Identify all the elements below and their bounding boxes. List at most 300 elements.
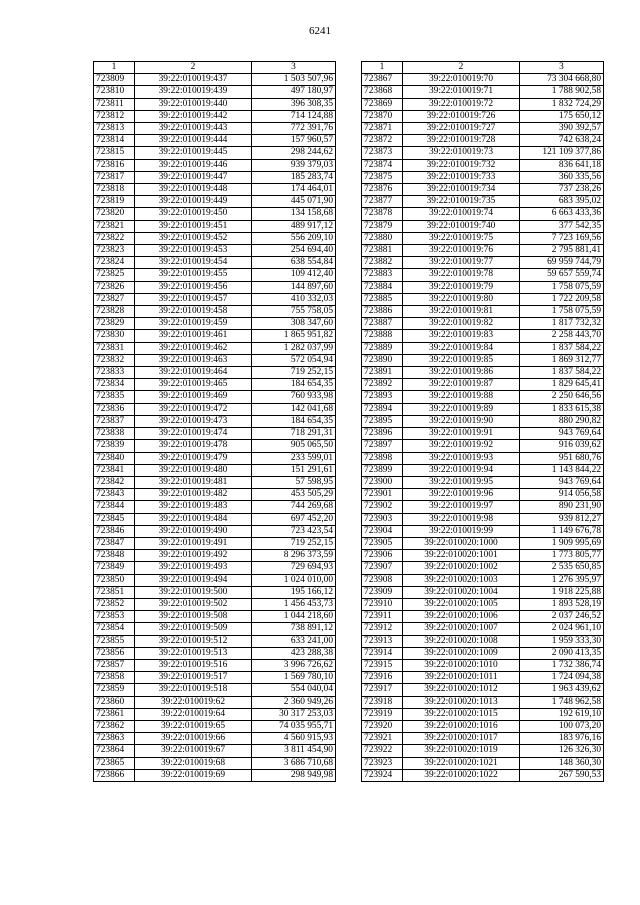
value-cell: 3 811 454,90: [252, 745, 336, 757]
cadastral-number-cell: 39:22:010019:459: [135, 318, 252, 330]
table-row: [94, 281, 336, 293]
value-cell: 1 865 951,82: [252, 330, 336, 342]
row-number-cell: 723830: [94, 330, 135, 342]
row-number-cell: 723844: [94, 501, 135, 513]
table-row: [94, 720, 336, 732]
row-number-cell: 723823: [94, 245, 135, 257]
table-row: [362, 452, 604, 464]
table-row: [362, 196, 604, 208]
cadastral-number-cell: 39:22:010020:1000: [403, 537, 520, 549]
cadastral-number-cell: 39:22:010019:735: [403, 196, 520, 208]
table-row: [362, 257, 604, 269]
value-cell: 73 304 668,80: [520, 74, 604, 86]
row-number-cell: 723821: [94, 220, 135, 232]
value-cell: 719 252,15: [252, 537, 336, 549]
value-cell: 554 040,04: [252, 684, 336, 696]
value-cell: 1 456 453,73: [252, 598, 336, 610]
header-row: [94, 62, 336, 74]
value-cell: 8 296 373,59: [252, 550, 336, 562]
table-row: [362, 513, 604, 525]
table-row: [94, 672, 336, 684]
table-row: [94, 745, 336, 757]
cadastral-number-cell: 39:22:010019:79: [403, 281, 520, 293]
table-row: [362, 342, 604, 354]
row-number-cell: 723921: [362, 733, 403, 745]
value-cell: 2 258 443,70: [520, 330, 604, 342]
row-number-cell: 723834: [94, 379, 135, 391]
row-number-cell: 723861: [94, 708, 135, 720]
table-row: [362, 135, 604, 147]
value-cell: 497 180,97: [252, 86, 336, 98]
cadastral-number-cell: 39:22:010020:1019: [403, 745, 520, 757]
cadastral-number-cell: 39:22:010020:1009: [403, 647, 520, 659]
row-number-cell: 723816: [94, 159, 135, 171]
row-number-cell: 723869: [362, 98, 403, 110]
row-number-cell: 723895: [362, 415, 403, 427]
row-number-cell: 723881: [362, 245, 403, 257]
table-row: [94, 464, 336, 476]
cadastral-number-cell: 39:22:010020:1021: [403, 757, 520, 769]
value-cell: 939 812,27: [520, 513, 604, 525]
cadastral-number-cell: 39:22:010019:445: [135, 147, 252, 159]
row-number-cell: 723894: [362, 403, 403, 415]
value-cell: 142 041,68: [252, 403, 336, 415]
row-number-cell: 723810: [94, 86, 135, 98]
cadastral-number-cell: 39:22:010019:89: [403, 403, 520, 415]
table-row: [94, 489, 336, 501]
value-cell: 74 035 955,71: [252, 720, 336, 732]
row-number-cell: 723907: [362, 562, 403, 574]
row-number-cell: 723824: [94, 257, 135, 269]
row-number-cell: 723879: [362, 220, 403, 232]
cadastral-number-cell: 39:22:010020:1017: [403, 733, 520, 745]
table-row: [94, 769, 336, 781]
table-row: [362, 232, 604, 244]
row-number-cell: 723859: [94, 684, 135, 696]
cadastral-number-cell: 39:22:010019:84: [403, 342, 520, 354]
cadastral-number-cell: 39:22:010020:1011: [403, 672, 520, 684]
value-cell: 1 282 037,99: [252, 342, 336, 354]
value-cell: 880 290,82: [520, 415, 604, 427]
cadastral-number-cell: 39:22:010019:70: [403, 74, 520, 86]
row-number-cell: 723872: [362, 135, 403, 147]
cadastral-number-cell: 39:22:010019:71: [403, 86, 520, 98]
cadastral-number-cell: 39:22:010020:1008: [403, 635, 520, 647]
cadastral-number-cell: 39:22:010019:740: [403, 220, 520, 232]
value-cell: 714 124,88: [252, 110, 336, 122]
cadastral-number-cell: 39:22:010019:90: [403, 415, 520, 427]
table-row: [362, 489, 604, 501]
value-cell: 30 317 253,03: [252, 708, 336, 720]
table-row: [362, 537, 604, 549]
row-number-cell: 723862: [94, 720, 135, 732]
cadastral-number-cell: 39:22:010019:517: [135, 672, 252, 684]
row-number-cell: 723918: [362, 696, 403, 708]
row-number-cell: 723855: [94, 635, 135, 647]
cadastral-number-cell: 39:22:010019:455: [135, 269, 252, 281]
value-cell: 1 832 724,29: [520, 98, 604, 110]
cadastral-number-cell: 39:22:010019:446: [135, 159, 252, 171]
table-row: [94, 159, 336, 171]
value-cell: 836 641,18: [520, 159, 604, 171]
value-cell: 1 758 075,59: [520, 281, 604, 293]
row-number-cell: 723845: [94, 513, 135, 525]
value-cell: 2 037 246,52: [520, 611, 604, 623]
row-number-cell: 723832: [94, 354, 135, 366]
cadastral-number-cell: 39:22:010019:69: [135, 769, 252, 781]
value-cell: 1 833 615,38: [520, 403, 604, 415]
cadastral-number-cell: 39:22:010019:88: [403, 391, 520, 403]
table-row: [94, 110, 336, 122]
cadastral-number-cell: 39:22:010019:87: [403, 379, 520, 391]
row-number-cell: 723828: [94, 306, 135, 318]
value-cell: 195 166,12: [252, 586, 336, 598]
cadastral-number-cell: 39:22:010019:65: [135, 720, 252, 732]
table-row: [362, 281, 604, 293]
row-number-cell: 723863: [94, 733, 135, 745]
cadastral-number-cell: 39:22:010019:473: [135, 415, 252, 427]
cadastral-number-cell: 39:22:010019:447: [135, 171, 252, 183]
value-cell: 445 071,90: [252, 196, 336, 208]
table-row: [94, 184, 336, 196]
cadastral-number-cell: 39:22:010019:67: [135, 745, 252, 757]
table-row: [94, 574, 336, 586]
cadastral-number-cell: 39:22:010019:478: [135, 440, 252, 452]
cadastral-number-cell: 39:22:010020:1001: [403, 550, 520, 562]
row-number-cell: 723850: [94, 574, 135, 586]
value-cell: 410 332,03: [252, 293, 336, 305]
table-row: [94, 123, 336, 135]
table-row: [362, 635, 604, 647]
row-number-cell: 723813: [94, 123, 135, 135]
value-cell: 951 680,76: [520, 452, 604, 464]
row-number-cell: 723890: [362, 354, 403, 366]
value-cell: 556 209,10: [252, 232, 336, 244]
left-table: [93, 61, 336, 782]
cadastral-number-cell: 39:22:010020:1002: [403, 562, 520, 574]
table-row: [94, 415, 336, 427]
table-row: [362, 574, 604, 586]
row-number-cell: 723867: [362, 74, 403, 86]
value-cell: 121 109 377,86: [520, 147, 604, 159]
table-row: [94, 269, 336, 281]
value-cell: 59 657 559,74: [520, 269, 604, 281]
table-row: [94, 562, 336, 574]
row-number-cell: 723827: [94, 293, 135, 305]
cadastral-number-cell: 39:22:010019:518: [135, 684, 252, 696]
cadastral-number-cell: 39:22:010019:444: [135, 135, 252, 147]
value-cell: 298 244,62: [252, 147, 336, 159]
table-row: [94, 306, 336, 318]
value-cell: 1 503 507,96: [252, 74, 336, 86]
value-cell: 683 395,02: [520, 196, 604, 208]
row-number-cell: 723842: [94, 476, 135, 488]
cadastral-number-cell: 39:22:010020:1010: [403, 659, 520, 671]
value-cell: 192 619,10: [520, 708, 604, 720]
cadastral-number-cell: 39:22:010019:453: [135, 245, 252, 257]
table-row: [94, 330, 336, 342]
table-row: [362, 464, 604, 476]
table-row: [94, 367, 336, 379]
value-cell: 254 694,40: [252, 245, 336, 257]
cadastral-number-cell: 39:22:010019:479: [135, 452, 252, 464]
cadastral-number-cell: 39:22:010019:440: [135, 98, 252, 110]
cadastral-number-cell: 39:22:010019:73: [403, 147, 520, 159]
row-number-cell: 723853: [94, 611, 135, 623]
row-number-cell: 723812: [94, 110, 135, 122]
table-row: [94, 342, 336, 354]
table-row: [362, 123, 604, 135]
table-row: [362, 330, 604, 342]
table-row: [362, 269, 604, 281]
table-row: [94, 220, 336, 232]
value-cell: 1 909 995,69: [520, 537, 604, 549]
value-cell: 1 837 584,22: [520, 342, 604, 354]
value-cell: 7 723 169,56: [520, 232, 604, 244]
cadastral-number-cell: 39:22:010019:76: [403, 245, 520, 257]
value-cell: 1 829 645,41: [520, 379, 604, 391]
table-row: [362, 318, 604, 330]
cadastral-number-cell: 39:22:010019:509: [135, 623, 252, 635]
cadastral-number-cell: 39:22:010019:727: [403, 123, 520, 135]
cadastral-number-cell: 39:22:010019:516: [135, 659, 252, 671]
table-row: [94, 318, 336, 330]
table-row: [362, 623, 604, 635]
value-cell: 1 748 962,58: [520, 696, 604, 708]
row-number-cell: 723903: [362, 513, 403, 525]
value-cell: 57 598,95: [252, 476, 336, 488]
value-cell: 2 250 646,56: [520, 391, 604, 403]
cadastral-number-cell: 39:22:010019:66: [135, 733, 252, 745]
value-cell: 360 335,56: [520, 171, 604, 183]
column-header: 1: [362, 62, 403, 74]
cadastral-number-cell: 39:22:010019:77: [403, 257, 520, 269]
cadastral-number-cell: 39:22:010020:1004: [403, 586, 520, 598]
row-number-cell: 723916: [362, 672, 403, 684]
row-number-cell: 723814: [94, 135, 135, 147]
value-cell: 126 326,30: [520, 745, 604, 757]
cadastral-number-cell: 39:22:010019:442: [135, 110, 252, 122]
table-row: [94, 379, 336, 391]
table-row: [362, 220, 604, 232]
cadastral-number-cell: 39:22:010019:494: [135, 574, 252, 586]
row-number-cell: 723878: [362, 208, 403, 220]
column-header: 1: [94, 62, 135, 74]
cadastral-number-cell: 39:22:010019:96: [403, 489, 520, 501]
value-cell: 1 788 902,58: [520, 86, 604, 98]
cadastral-number-cell: 39:22:010019:439: [135, 86, 252, 98]
row-number-cell: 723902: [362, 501, 403, 513]
value-cell: 233 599,01: [252, 452, 336, 464]
value-cell: 185 283,74: [252, 171, 336, 183]
cadastral-number-cell: 39:22:010019:72: [403, 98, 520, 110]
row-number-cell: 723843: [94, 489, 135, 501]
row-number-cell: 723897: [362, 440, 403, 452]
row-number-cell: 723896: [362, 428, 403, 440]
table-row: [362, 672, 604, 684]
row-number-cell: 723860: [94, 696, 135, 708]
value-cell: 719 252,15: [252, 367, 336, 379]
value-cell: 638 554,84: [252, 257, 336, 269]
table-row: [362, 525, 604, 537]
table-row: [94, 684, 336, 696]
value-cell: 943 769,64: [520, 428, 604, 440]
value-cell: 939 379,03: [252, 159, 336, 171]
table-row: [362, 74, 604, 86]
value-cell: 2 090 413,35: [520, 647, 604, 659]
table-row: [362, 757, 604, 769]
table-row: [362, 306, 604, 318]
column-header: 3: [520, 62, 604, 74]
table-row: [362, 159, 604, 171]
cadastral-number-cell: 39:22:010019:461: [135, 330, 252, 342]
header-row: [362, 62, 604, 74]
value-cell: 697 452,20: [252, 513, 336, 525]
row-number-cell: 723922: [362, 745, 403, 757]
value-cell: 1 724 094,38: [520, 672, 604, 684]
value-cell: 1 959 333,30: [520, 635, 604, 647]
value-cell: 2 360 949,26: [252, 696, 336, 708]
table-row: [94, 74, 336, 86]
table-row: [94, 525, 336, 537]
cadastral-number-cell: 39:22:010019:732: [403, 159, 520, 171]
table-row: [94, 208, 336, 220]
row-number-cell: 723924: [362, 769, 403, 781]
table-row: [94, 611, 336, 623]
table-row: [94, 135, 336, 147]
column-header: 3: [252, 62, 336, 74]
cadastral-number-cell: 39:22:010019:492: [135, 550, 252, 562]
table-row: [94, 171, 336, 183]
row-number-cell: 723901: [362, 489, 403, 501]
cadastral-number-cell: 39:22:010020:1022: [403, 769, 520, 781]
table-row: [362, 98, 604, 110]
value-cell: 144 897,60: [252, 281, 336, 293]
table-row: [94, 98, 336, 110]
row-number-cell: 723854: [94, 623, 135, 635]
value-cell: 744 269,68: [252, 501, 336, 513]
row-number-cell: 723884: [362, 281, 403, 293]
table-row: [362, 391, 604, 403]
table-row: [362, 611, 604, 623]
table-row: [362, 110, 604, 122]
cadastral-number-cell: 39:22:010019:78: [403, 269, 520, 281]
cadastral-number-cell: 39:22:010020:1006: [403, 611, 520, 623]
table-row: [362, 733, 604, 745]
cadastral-number-cell: 39:22:010019:81: [403, 306, 520, 318]
table-row: [94, 708, 336, 720]
cadastral-number-cell: 39:22:010019:93: [403, 452, 520, 464]
value-cell: 308 347,60: [252, 318, 336, 330]
table-row: [362, 550, 604, 562]
value-cell: 905 065,50: [252, 440, 336, 452]
table-row: [94, 354, 336, 366]
table-row: [362, 367, 604, 379]
value-cell: 109 412,40: [252, 269, 336, 281]
table-row: [362, 379, 604, 391]
value-cell: 914 056,58: [520, 489, 604, 501]
value-cell: 723 423,54: [252, 525, 336, 537]
cadastral-number-cell: 39:22:010019:512: [135, 635, 252, 647]
table-row: [362, 769, 604, 781]
row-number-cell: 723874: [362, 159, 403, 171]
value-cell: 1 143 844,22: [520, 464, 604, 476]
row-number-cell: 723840: [94, 452, 135, 464]
table-row: [362, 293, 604, 305]
row-number-cell: 723818: [94, 184, 135, 196]
table-row: [362, 647, 604, 659]
cadastral-number-cell: 39:22:010020:1016: [403, 720, 520, 732]
value-cell: 943 769,64: [520, 476, 604, 488]
table-row: [94, 757, 336, 769]
cadastral-number-cell: 39:22:010019:726: [403, 110, 520, 122]
cadastral-number-cell: 39:22:010020:1015: [403, 708, 520, 720]
row-number-cell: 723912: [362, 623, 403, 635]
cadastral-number-cell: 39:22:010019:450: [135, 208, 252, 220]
table-row: [94, 403, 336, 415]
table-row: [94, 623, 336, 635]
cadastral-number-cell: 39:22:010019:64: [135, 708, 252, 720]
row-number-cell: 723909: [362, 586, 403, 598]
value-cell: 3 686 710,68: [252, 757, 336, 769]
row-number-cell: 723858: [94, 672, 135, 684]
value-cell: 267 590,53: [520, 769, 604, 781]
value-cell: 489 917,12: [252, 220, 336, 232]
value-cell: 151 291,61: [252, 464, 336, 476]
value-cell: 6 663 433,36: [520, 208, 604, 220]
cadastral-number-cell: 39:22:010019:457: [135, 293, 252, 305]
column-header: 2: [403, 62, 520, 74]
table-row: [362, 171, 604, 183]
table-row: [362, 428, 604, 440]
value-cell: 2 024 961,10: [520, 623, 604, 635]
cadastral-number-cell: 39:22:010019:491: [135, 537, 252, 549]
value-cell: 298 949,98: [252, 769, 336, 781]
row-number-cell: 723868: [362, 86, 403, 98]
value-cell: 1 963 439,62: [520, 684, 604, 696]
table-row: [94, 428, 336, 440]
cadastral-number-cell: 39:22:010019:94: [403, 464, 520, 476]
row-number-cell: 723826: [94, 281, 135, 293]
table-row: [94, 86, 336, 98]
table-row: [94, 598, 336, 610]
table-row: [362, 440, 604, 452]
table-row: [362, 501, 604, 513]
table-row: [94, 147, 336, 159]
cadastral-number-cell: 39:22:010019:456: [135, 281, 252, 293]
table-row: [362, 245, 604, 257]
column-header: 2: [135, 62, 252, 74]
value-cell: 742 638,24: [520, 135, 604, 147]
cadastral-number-cell: 39:22:010019:502: [135, 598, 252, 610]
cadastral-number-cell: 39:22:010019:733: [403, 171, 520, 183]
table-row: [362, 562, 604, 574]
cadastral-number-cell: 39:22:010019:62: [135, 696, 252, 708]
cadastral-number-cell: 39:22:010019:86: [403, 367, 520, 379]
table-row: [362, 476, 604, 488]
cadastral-number-cell: 39:22:010019:481: [135, 476, 252, 488]
row-number-cell: 723811: [94, 98, 135, 110]
value-cell: 183 976,16: [520, 733, 604, 745]
value-cell: 1 918 225,88: [520, 586, 604, 598]
row-number-cell: 723904: [362, 525, 403, 537]
cadastral-number-cell: 39:22:010020:1012: [403, 684, 520, 696]
table-row: [362, 708, 604, 720]
value-cell: 2 535 650,85: [520, 562, 604, 574]
row-number-cell: 723892: [362, 379, 403, 391]
value-cell: 572 054,94: [252, 354, 336, 366]
table-row: [94, 586, 336, 598]
